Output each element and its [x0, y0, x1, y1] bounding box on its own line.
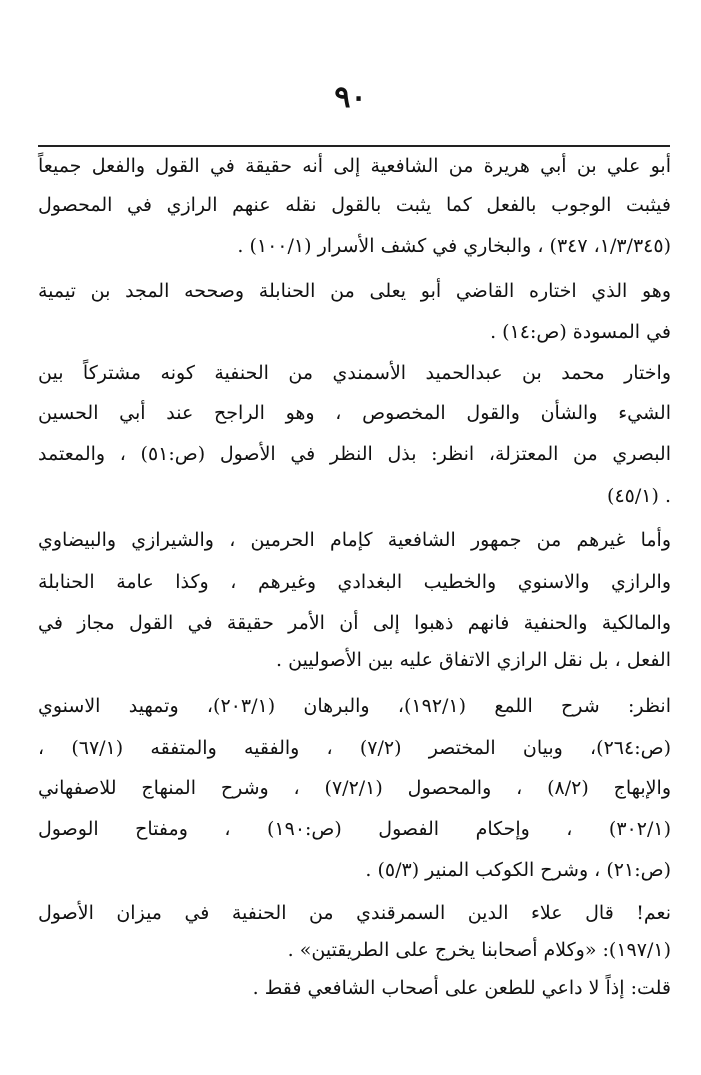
- text-line: (٤٥/١) .: [607, 485, 671, 507]
- text-line: في المسودة (ص:١٤) .: [490, 321, 671, 343]
- page-number: ٩٠: [334, 80, 367, 115]
- text-line: الشيء والشأن والقول المخصوص ، وهو الراجح عند أبي الحسين: [38, 402, 671, 424]
- text-line: والمالكية والحنفية فانهم ذهبوا إلى أن الأمر حقيقة في القول مجاز في: [38, 612, 671, 634]
- text-line: والإبهاج (٨/٢) ، والمحصول (٧/٢/١) ، وشرح المنهاج للاصفهاني: [38, 777, 672, 799]
- text-line: (٣٠٢/١) ، وإحكام الفصول (ص:١٩٠) ، ومفتاح الوصول: [38, 818, 671, 840]
- text-line: واختار محمد بن عبدالحميد الأسمندي من الحنفية كونه مشتركاً بين: [38, 362, 671, 384]
- text-line: وهو الذي اختاره القاضي أبو يعلى من الحنابلة وصححه المجد بن تيمية: [38, 280, 671, 302]
- text-line: (١/٣/٣٤٥، ٣٤٧) ، والبخاري في كشف الأسرار (١٠٠/١) .: [237, 235, 671, 257]
- text-line: نعم! قال علاء الدين السمرقندي من الحنفية في ميزان الأصول: [38, 902, 671, 924]
- text-line: انظر: شرح اللمع (١٩٢/١)، والبرهان (٢٠٣/١)، وتمهيد الاسنوي: [38, 695, 672, 717]
- text-line: قلت: إذاً لا داعي للطعن على أصحاب الشافعي فقط .: [252, 977, 671, 999]
- text-line: (١٩٧/١): «وكلام أصحابنا يخرج على الطريقتين» .: [287, 939, 671, 961]
- text-line: فيثبت الوجوب بالفعل كما يثبت بالقول نقله عنهم الرازي في المحصول: [38, 194, 671, 216]
- text-line: (ص:٢٦٤)، وبيان المختصر (٧/٢) ، والفقيه والمتفقه (٦٧/١) ،: [38, 737, 672, 759]
- text-line: البصري من المعتزلة، انظر: بذل النظر في الأصول (ص:٥١) ، والمعتمد: [38, 443, 671, 465]
- text-line: (ص:٢١) ، وشرح الكوكب المنير (٥/٣) .: [365, 859, 671, 881]
- text-line: والرازي والاسنوي والخطيب البغدادي وغيرهم ، وكذا عامة الحنابلة: [38, 571, 671, 593]
- text-line: أبو علي بن أبي هريرة من الشافعية إلى أنه حقيقة في القول والفعل جميعاً: [38, 155, 671, 177]
- text-line: الفعل ، بل نقل الرازي الاتفاق عليه بين الأصوليين .: [276, 649, 671, 671]
- text-line: وأما غيرهم من جمهور الشافعية كإمام الحرمين ، والشيرازي والبيضاوي: [38, 529, 671, 551]
